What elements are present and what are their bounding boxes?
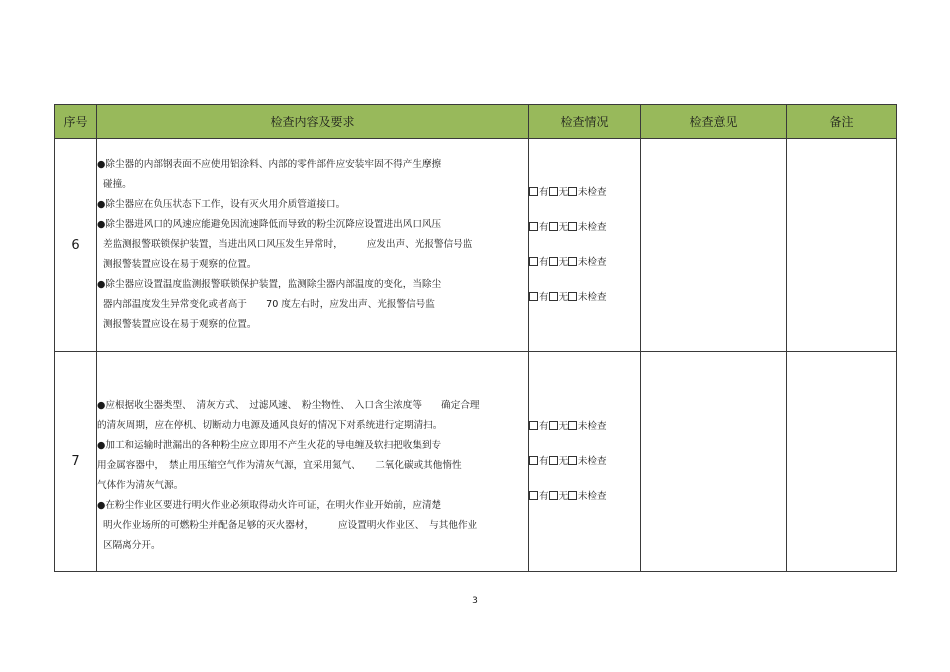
status-option-group — [529, 175, 640, 210]
no-label: 无 — [558, 257, 569, 268]
checkbox-unchecked[interactable] — [568, 491, 577, 500]
remarks-cell[interactable] — [787, 139, 897, 352]
unchecked-label: 未检查 — [578, 421, 607, 432]
content-line: ●在粉尘作业区要进行明火作业必须取得动火许可证，在明火作业开始前，应清楚 — [97, 500, 442, 511]
checkbox-yes[interactable] — [529, 292, 538, 301]
unchecked-label: 未检查 — [578, 292, 607, 303]
checkbox-no[interactable] — [549, 421, 558, 430]
yes-label: 有 — [539, 421, 549, 432]
status-option-group — [529, 444, 640, 479]
yes-label: 有 — [539, 257, 549, 268]
content-line: ●除尘器应设置温度监测报警联锁保护装置，监测除尘器内部温度的变化，当除尘 — [97, 279, 442, 290]
content-line: 碰撞。 — [103, 179, 132, 190]
status-cell — [529, 352, 641, 572]
content-line: ●除尘器的内部钢表面不应使用铝涂料、内部的零件部件应安装牢固不得产生摩擦 — [97, 159, 442, 170]
unchecked-label: 未检查 — [578, 187, 607, 198]
checkbox-unchecked[interactable] — [568, 222, 577, 231]
content-line: 器内部温度发生异常变化或者高于 70 度左右时，应发出声、光报警信号监 — [103, 299, 435, 310]
checkbox-no[interactable] — [549, 292, 558, 301]
no-label: 无 — [558, 222, 569, 233]
yes-label: 有 — [539, 292, 549, 303]
yes-label: 有 — [539, 456, 549, 467]
inspection-table — [54, 104, 897, 572]
checkbox-yes[interactable] — [529, 421, 538, 430]
content-line: 的清灰周期，应在停机、切断动力电源及通风良好的情况下对系统进行定期清扫。 — [97, 420, 443, 431]
unchecked-label: 未检查 — [578, 257, 607, 268]
header-content: 检查内容及要求 — [97, 105, 529, 139]
status-option-group — [529, 479, 640, 514]
row-content — [97, 352, 529, 572]
no-label: 无 — [558, 421, 569, 432]
remarks-cell[interactable] — [787, 352, 897, 572]
checkbox-yes[interactable] — [529, 187, 538, 196]
checkbox-unchecked[interactable] — [568, 456, 577, 465]
checkbox-yes[interactable] — [529, 222, 538, 231]
content-line: ●除尘器应在负压状态下工作，设有灭火用介质管道接口。 — [97, 199, 346, 210]
status-option-group — [529, 409, 640, 444]
checkbox-no[interactable] — [549, 491, 558, 500]
table-row — [55, 139, 897, 352]
checkbox-no[interactable] — [549, 222, 558, 231]
checkbox-yes[interactable] — [529, 456, 538, 465]
status-cell — [529, 139, 641, 352]
opinion-cell[interactable] — [641, 139, 787, 352]
table-row — [55, 352, 897, 572]
content-line: 测报警装置应设在易于观察的位置。 — [103, 319, 257, 330]
row-index: 7 — [55, 352, 97, 572]
yes-label: 有 — [539, 491, 549, 502]
checkbox-unchecked[interactable] — [568, 257, 577, 266]
checkbox-unchecked[interactable] — [568, 421, 577, 430]
content-line: 差监测报警联锁保护装置，当进出风口风压发生异常时， 应发出声、光报警信号监 — [103, 239, 473, 250]
header-status: 检查情况 — [529, 105, 641, 139]
checkbox-yes[interactable] — [529, 491, 538, 500]
status-option-group — [529, 210, 640, 245]
yes-label: 有 — [539, 222, 549, 233]
table-header-row — [55, 105, 897, 139]
header-index: 序号 — [55, 105, 97, 139]
opinion-cell[interactable] — [641, 352, 787, 572]
unchecked-label: 未检查 — [578, 222, 607, 233]
yes-label: 有 — [539, 187, 549, 198]
content-line: ●应根据收尘器类型、 清灰方式、 过滤风速、 粉尘物性、 入口含尘浓度等 确定合理 — [97, 400, 480, 411]
checkbox-no[interactable] — [549, 456, 558, 465]
content-line: 测报警装置应设在易于观察的位置。 — [103, 259, 257, 270]
no-label: 无 — [558, 456, 569, 467]
header-opinion: 检查意见 — [641, 105, 787, 139]
no-label: 无 — [558, 491, 569, 502]
header-remarks: 备注 — [787, 105, 897, 139]
status-option-group — [529, 245, 640, 280]
content-line: ●加工和运输时泄漏出的各种粉尘应立即用不产生火花的导电缠及软扫把收集到专 — [97, 440, 442, 451]
content-line: 气体作为清灰气源。 — [97, 480, 184, 491]
content-line: 用金属容器中， 禁止用压缩空气作为清灰气源，宜采用氮气、 二氧化碳或其他惰性 — [97, 460, 462, 471]
checkbox-unchecked[interactable] — [568, 187, 577, 196]
row-content — [97, 139, 529, 352]
checkbox-unchecked[interactable] — [568, 292, 577, 301]
checkbox-no[interactable] — [549, 257, 558, 266]
content-line: ●除尘器进风口的风速应能避免因流速降低而导致的粉尘沉降应设置进出风口风压 — [97, 219, 442, 230]
unchecked-label: 未检查 — [578, 491, 607, 502]
checkbox-no[interactable] — [549, 187, 558, 196]
status-option-group — [529, 280, 640, 315]
unchecked-label: 未检查 — [578, 456, 607, 467]
checkbox-yes[interactable] — [529, 257, 538, 266]
no-label: 无 — [558, 187, 569, 198]
no-label: 无 — [558, 292, 569, 303]
page-number: 3 — [472, 596, 478, 606]
row-index: 6 — [55, 139, 97, 352]
content-line: 明火作业场所的可燃粉尘并配备足够的灭火器材， 应设置明火作业区、 与其他作业 — [103, 520, 478, 531]
content-line: 区隔离分开。 — [103, 540, 161, 551]
